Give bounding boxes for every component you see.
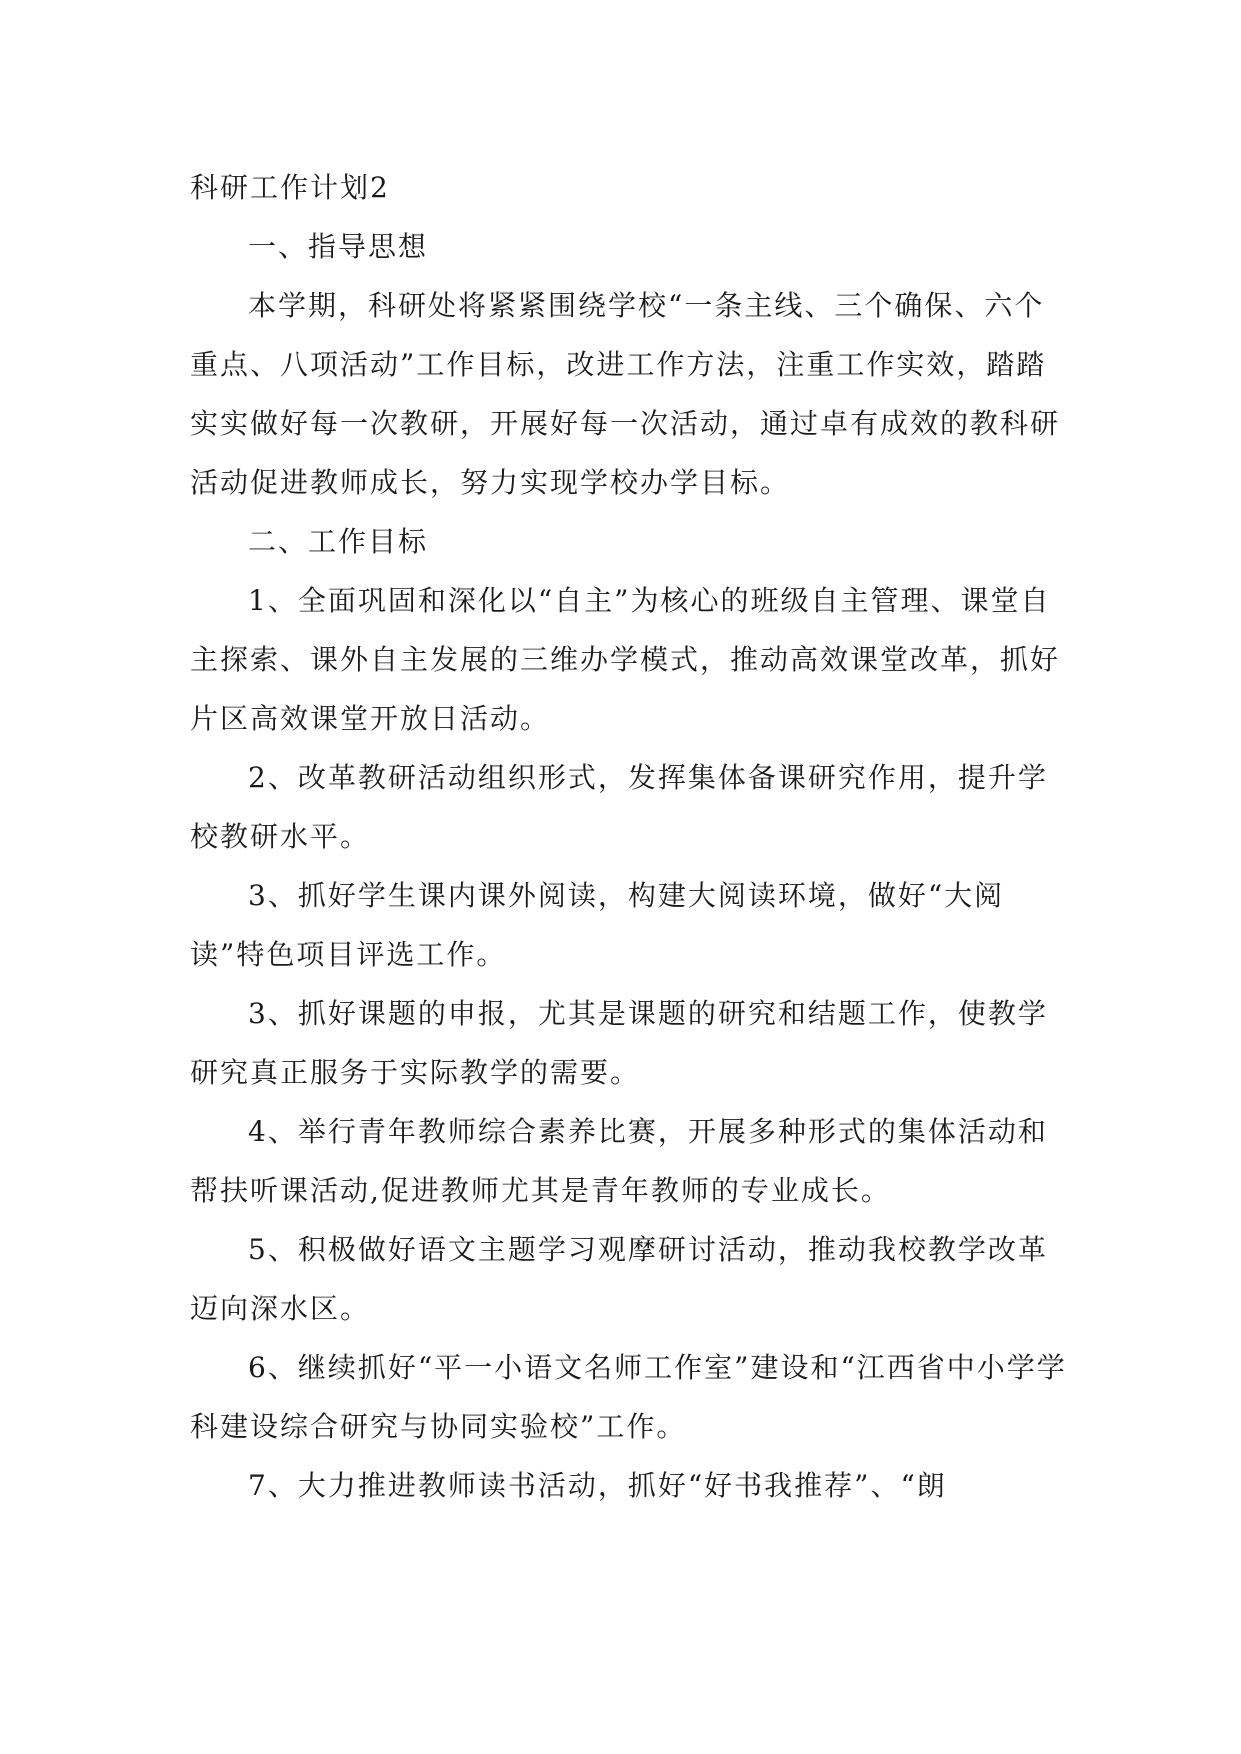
section-heading-guiding-ideology: 一、指导思想 <box>248 230 429 263</box>
section-heading-work-goals: 二、工作目标 <box>248 525 429 558</box>
goal-item-3b: 3、抓好课题的申报，尤其是课题的研究和结题工作，使教学研究真正服务于实际教学的需要。 <box>190 997 1048 1089</box>
document-page <box>190 158 1070 1515</box>
paragraph-guiding-ideology: 本学期，科研处将紧紧围绕学校“一条主线、三个确保、六个重点、八项活动”工作目标，改进工作方法，注重工作实效，踏踏实实做好每一次教研，开展好每一次活动，通过卓有成效的教科研活动促进教师成长，努力实现学校办学目标。 <box>190 289 1061 499</box>
goal-item-4: 4、举行青年教师综合素养比赛，开展多种形式的集体活动和帮扶听课活动,促进教师尤其是青年教师的专业成长。 <box>190 1115 1048 1207</box>
goal-item-7: 7、大力推进教师读书活动，抓好“好书我推荐”、“朗 <box>248 1469 947 1502</box>
goal-item-5: 5、积极做好语文主题学习观摩研讨活动，推动我校教学改革迈向深水区。 <box>190 1233 1048 1325</box>
goal-item-2: 2、改革教研活动组织形式，发挥集体备课研究作用，提升学校教研水平。 <box>190 761 1048 853</box>
document-title: 科研工作计划2 <box>190 171 390 204</box>
goal-item-6: 6、继续抓好“平一小语文名师工作室”建设和“江西省中小学学科建设综合研究与协同实验校”工作。 <box>190 1351 1067 1443</box>
goal-item-3a: 3、抓好学生课内课外阅读，构建大阅读环境，做好“大阅读”特色项目评选工作。 <box>190 879 1005 971</box>
goal-item-1: 1、全面巩固和深化以“自主”为核心的班级自主管理、课堂自主探索、课外自主发展的三维办学模式，推动高效课堂改革，抓好片区高效课堂开放日活动。 <box>190 584 1061 735</box>
